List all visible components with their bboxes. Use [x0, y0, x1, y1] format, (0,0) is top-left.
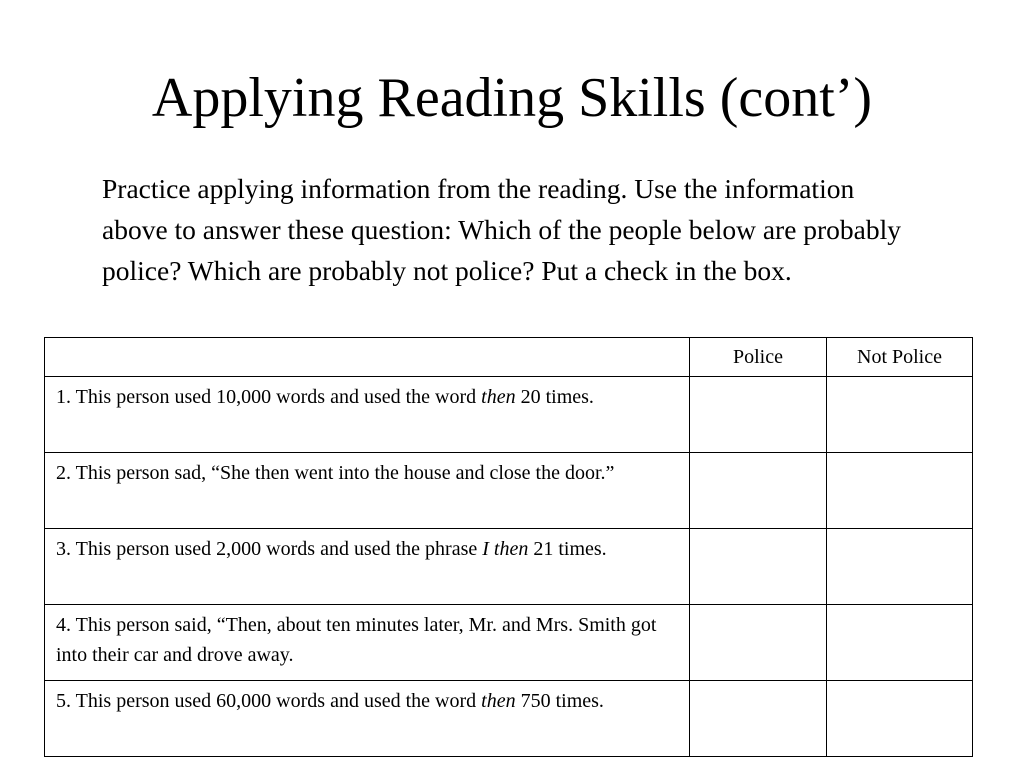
question-emphasis: then [481, 690, 516, 712]
question-text-part: 20 times. [515, 386, 594, 408]
question-text-part: 750 times. [515, 690, 604, 712]
table-row [45, 681, 973, 757]
police-classification-table [44, 337, 973, 757]
police-checkbox-1[interactable] [690, 377, 827, 453]
not-police-checkbox-5[interactable] [827, 681, 973, 757]
question-text-3 [45, 529, 690, 605]
header-not-police: Not Police [827, 338, 973, 377]
not-police-checkbox-2[interactable] [827, 453, 973, 529]
police-checkbox-3[interactable] [690, 529, 827, 605]
question-text-5 [45, 681, 690, 757]
police-checkbox-5[interactable] [690, 681, 827, 757]
table-row [45, 529, 973, 605]
table-row [45, 453, 973, 529]
slide-title: Applying Reading Skills (cont’) [151, 67, 873, 129]
question-text-part: 5. This person used 60,000 words and used the word [56, 690, 482, 712]
not-police-checkbox-1[interactable] [827, 377, 973, 453]
table-row [45, 377, 973, 453]
question-text-part: 2. This person sad, “She then went into the house and close the door.” [56, 462, 615, 484]
instructions-text: Practice applying information from the reading. Use the information above to answer these question: Which of the people below are probably police? Which are probably not police? Put a check in the box. [102, 173, 902, 286]
question-text-part: 1. This person used 10,000 words and used the word [56, 386, 482, 408]
question-text-2 [45, 453, 690, 529]
question-text-1 [45, 377, 690, 453]
not-police-checkbox-3[interactable] [827, 529, 973, 605]
question-text-4 [45, 605, 690, 681]
table-header-row [45, 338, 973, 377]
question-emphasis: then [481, 386, 516, 408]
police-checkbox-4[interactable] [690, 605, 827, 681]
question-text-part: 4. This person said, “Then, about ten minutes later, Mr. and Mrs. Smith got into their car and drove away. [56, 614, 657, 666]
police-checkbox-2[interactable] [690, 453, 827, 529]
question-emphasis: I then [482, 538, 529, 560]
table-row [45, 605, 973, 681]
not-police-checkbox-4[interactable] [827, 605, 973, 681]
header-police: Police [690, 338, 827, 377]
question-text-part: 3. This person used 2,000 words and used the phrase [56, 538, 483, 560]
header-blank-cell [45, 338, 690, 377]
question-text-part: 21 times. [528, 538, 607, 560]
